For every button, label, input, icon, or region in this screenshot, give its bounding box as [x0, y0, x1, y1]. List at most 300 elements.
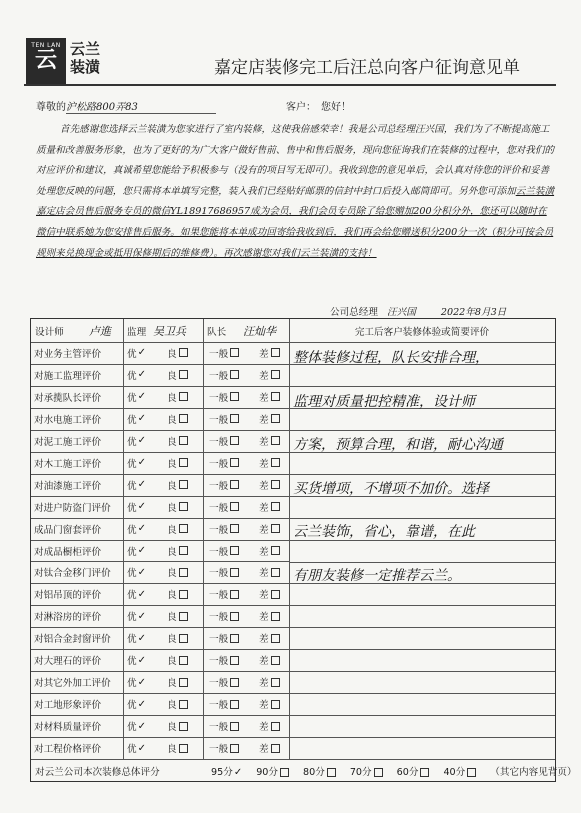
- checkbox[interactable]: [230, 568, 239, 577]
- checkbox[interactable]: [230, 392, 239, 401]
- checkbox[interactable]: [271, 700, 280, 709]
- overall-option[interactable]: [211, 764, 242, 778]
- grade-label: 优: [127, 480, 137, 492]
- grade-label: 差: [259, 546, 269, 558]
- grade-option-excellent[interactable]: [127, 715, 146, 737]
- checkbox[interactable]: [230, 700, 239, 709]
- grade-option-excellent[interactable]: [127, 364, 146, 386]
- grade-option-excellent[interactable]: [127, 474, 146, 496]
- check-mark: ✓: [233, 767, 243, 778]
- overall-option[interactable]: [303, 764, 336, 778]
- check-mark: ✓: [137, 676, 146, 688]
- grade-label: 差: [259, 722, 269, 734]
- grade-label: 差: [259, 634, 269, 646]
- table-row: [31, 342, 289, 365]
- comment-line: [289, 386, 555, 387]
- checkbox[interactable]: [179, 524, 188, 533]
- overall-option-label: 60分: [396, 767, 419, 778]
- grade-option-average[interactable]: [209, 408, 239, 430]
- overall-option[interactable]: [443, 764, 476, 778]
- grade-option-poor[interactable]: [259, 627, 280, 649]
- grade-label: 差: [259, 480, 269, 492]
- grade-label: 差: [259, 458, 269, 470]
- grade-label: 优: [127, 414, 137, 426]
- grade-option-poor[interactable]: [259, 649, 280, 671]
- title-divider: [24, 84, 556, 86]
- grade-label: 一般: [209, 436, 229, 448]
- checkbox[interactable]: [230, 436, 239, 445]
- check-mark: ✓: [137, 501, 146, 513]
- grade-option-excellent[interactable]: [127, 605, 146, 627]
- grade-option-average[interactable]: [209, 737, 239, 759]
- grade-label: 一般: [209, 546, 229, 558]
- checkbox[interactable]: [179, 436, 188, 445]
- logo-name: [70, 40, 100, 76]
- grade-label: 良: [167, 458, 177, 470]
- overall-option[interactable]: [256, 764, 289, 778]
- grade-label: 差: [259, 392, 269, 404]
- grade-option-excellent[interactable]: [127, 496, 146, 518]
- grade-option-average[interactable]: [209, 540, 239, 562]
- comment-line: [289, 518, 555, 519]
- comment-line-text: 有朋友装修一定推荐云兰。: [293, 567, 461, 584]
- intro-paragraph-3: 200分积分外，您还可以随时在微信中联系她为您安排售后服务。如果您能将本单成功回寄给我收到后，我们再会给您赠送积分200分一次（积分可按会员规则来兑换现金或抵用保修期后的维修费）。再次感谢您对我们云兰装潢的支持！: [36, 206, 554, 259]
- checkbox[interactable]: [230, 370, 239, 379]
- checkbox[interactable]: [230, 656, 239, 665]
- grade-label: 良: [167, 568, 177, 580]
- grade-option-excellent[interactable]: [127, 671, 146, 693]
- grade-option-poor[interactable]: [259, 408, 280, 430]
- grade-option-excellent[interactable]: [127, 737, 146, 759]
- comment-line-text: 云兰装饰，省心，靠谱，在此: [293, 524, 475, 540]
- grade-label: 差: [259, 590, 269, 602]
- grade-label: 一般: [209, 370, 229, 382]
- designer-label: 设计师: [35, 326, 64, 338]
- captain-name: 汪灿华: [243, 324, 276, 338]
- logo-mark-glyph: 云: [34, 48, 57, 73]
- comment-line: [289, 671, 555, 672]
- checkbox[interactable]: [230, 744, 239, 753]
- grade-label: 良: [167, 414, 177, 426]
- grade-option-average[interactable]: [209, 562, 239, 584]
- checkbox[interactable]: [271, 524, 280, 533]
- check-mark: ✓: [137, 391, 146, 403]
- grade-label: 良: [167, 502, 177, 514]
- checkbox[interactable]: [230, 348, 239, 357]
- salutation-label: 尊敬的: [36, 102, 66, 113]
- grade-option-average[interactable]: [209, 496, 239, 518]
- table-row: [31, 715, 289, 738]
- table-row: [31, 671, 289, 694]
- grade-option-average[interactable]: [209, 452, 239, 474]
- row-label: 对进户防盗门评价: [34, 502, 111, 514]
- table-row: [31, 452, 289, 475]
- checkbox[interactable]: [230, 634, 239, 643]
- checkbox[interactable]: [271, 458, 280, 467]
- table-row: [31, 364, 289, 387]
- grade-option-good[interactable]: [167, 715, 188, 737]
- table-row: [31, 649, 289, 672]
- logo-mark: [26, 38, 66, 84]
- grade-option-average[interactable]: [209, 649, 239, 671]
- grade-option-good[interactable]: [167, 693, 188, 715]
- table-row: [31, 583, 289, 606]
- checkbox[interactable]: [179, 656, 188, 665]
- grade-option-good[interactable]: [167, 364, 188, 386]
- checkbox[interactable]: [230, 524, 239, 533]
- checkbox[interactable]: [271, 656, 280, 665]
- grade-option-good[interactable]: [167, 452, 188, 474]
- col-divider: [123, 319, 124, 759]
- checkbox[interactable]: [179, 480, 188, 489]
- overall-note: （其它内容见背页）: [490, 767, 577, 778]
- grade-option-good[interactable]: [167, 386, 188, 408]
- checkbox[interactable]: [271, 546, 280, 555]
- overall-option[interactable]: [397, 764, 430, 778]
- grade-label: 一般: [209, 348, 229, 360]
- grade-option-good[interactable]: [167, 627, 188, 649]
- checkbox[interactable]: [179, 612, 188, 621]
- check-mark: ✓: [137, 610, 146, 622]
- row-label: 对水电施工评价: [34, 414, 102, 426]
- checkbox[interactable]: [179, 678, 188, 687]
- grade-option-excellent[interactable]: [127, 693, 146, 715]
- grade-option-average[interactable]: [209, 627, 239, 649]
- checkbox[interactable]: [230, 546, 239, 555]
- check-mark: ✓: [137, 479, 146, 491]
- check-mark: ✓: [137, 566, 146, 578]
- grade-option-good[interactable]: [167, 342, 188, 364]
- overall-label: 对云兰公司本次装修总体评分: [35, 767, 160, 778]
- grade-option-excellent[interactable]: [127, 583, 146, 605]
- grade-option-average[interactable]: [209, 364, 239, 386]
- captain-label: 队长: [207, 326, 227, 338]
- checkbox[interactable]: [271, 678, 280, 687]
- grade-option-good[interactable]: [167, 430, 188, 452]
- comment-line: [289, 474, 555, 475]
- evaluation-column-title: 完工后客户装修体验或简要评价: [354, 326, 490, 338]
- grade-option-average[interactable]: [209, 518, 239, 540]
- grade-label: 差: [259, 414, 269, 426]
- checkbox[interactable]: [179, 414, 188, 423]
- grade-label: 一般: [209, 700, 229, 712]
- grade-option-average[interactable]: [209, 342, 239, 364]
- checkbox[interactable]: [271, 414, 280, 423]
- grade-option-poor[interactable]: [259, 562, 280, 584]
- customer-label: 客户：: [286, 102, 311, 113]
- check-mark: ✓: [137, 347, 146, 359]
- grade-option-good[interactable]: [167, 474, 188, 496]
- checkbox[interactable]: [271, 722, 280, 731]
- check-mark: ✓: [137, 413, 146, 425]
- comment-line: [289, 430, 555, 431]
- grade-option-good[interactable]: [167, 605, 188, 627]
- grade-option-good[interactable]: [167, 583, 188, 605]
- grade-option-excellent[interactable]: [127, 386, 146, 408]
- check-mark: ✓: [137, 435, 146, 447]
- designer-name: 卢進: [89, 324, 111, 338]
- comment-line: [289, 649, 555, 650]
- customer-greeting: [286, 98, 351, 113]
- grade-label: 差: [259, 656, 269, 668]
- intro-paragraph-2: 云兰装潢嘉定店会员售后服务专员的微信YL18917686957成为会员，我们会员专员除了给您赠加: [36, 185, 555, 218]
- grade-option-poor[interactable]: [259, 452, 280, 474]
- checkbox[interactable]: [230, 678, 239, 687]
- grade-label: 一般: [209, 678, 229, 690]
- row-label: 对工地形象评价: [34, 700, 102, 712]
- checkbox[interactable]: [230, 590, 239, 599]
- row-label: 对大理石的评价: [34, 656, 102, 668]
- checkbox[interactable]: [179, 722, 188, 731]
- comment-line-text: 方案，预算合理，和谐，耐心沟通: [293, 437, 503, 453]
- col-divider: [289, 319, 290, 759]
- grade-label: 良: [167, 744, 177, 756]
- grade-option-good[interactable]: [167, 496, 188, 518]
- table-row: [31, 518, 289, 541]
- checkbox[interactable]: [420, 768, 429, 777]
- grade-label: 良: [167, 348, 177, 360]
- intro-paragraph-1: 首先感谢您选择云兰装潢为您家进行了室内装修，这使我倍感荣幸！我是公司总经理汪兴国，我们为了不断提高施工质量和改善服务形象，也为了更好的为广大客户做好售前、售中和售后服务，现向您征询我们在装修的过程中，您对我们的对应评价和建议，真诚希望您能给予积极参与（没有的项目写无即可）。我收到您的意见单后，会认真对待您的评价和妥善处理您反映的问题，您只需将本单填写完整，装入我们已经贴好邮票的信封中封口后投入邮筒即可。另外您可添加: [36, 124, 555, 197]
- grade-option-poor[interactable]: [259, 737, 280, 759]
- grade-label: 优: [127, 546, 137, 558]
- grade-label: 差: [259, 524, 269, 536]
- grade-label: 优: [127, 634, 137, 646]
- checkbox[interactable]: [230, 414, 239, 423]
- logo-name-line1: 云兰: [70, 40, 101, 58]
- checkbox[interactable]: [230, 612, 239, 621]
- check-mark: ✓: [137, 369, 146, 381]
- grade-option-poor[interactable]: [259, 386, 280, 408]
- grade-label: 良: [167, 656, 177, 668]
- grade-option-poor[interactable]: [259, 474, 280, 496]
- grade-label: 良: [167, 546, 177, 558]
- row-label: 对铝合金封窗评价: [34, 634, 111, 646]
- grade-label: 差: [259, 436, 269, 448]
- overall-option[interactable]: [350, 764, 383, 778]
- grade-label: 差: [259, 348, 269, 360]
- checkbox[interactable]: [271, 370, 280, 379]
- grade-option-average[interactable]: [209, 583, 239, 605]
- grade-label: 差: [259, 744, 269, 756]
- grade-label: 优: [127, 678, 137, 690]
- checkbox[interactable]: [230, 480, 239, 489]
- grade-option-poor[interactable]: [259, 518, 280, 540]
- checkbox[interactable]: [179, 392, 188, 401]
- comment-line-text: 买货增项，不增项不加价。选择: [293, 480, 489, 497]
- row-label: 对承揽队长评价: [34, 392, 102, 404]
- grade-label: 良: [167, 524, 177, 536]
- grade-label: 良: [167, 612, 177, 624]
- grade-label: 一般: [209, 414, 229, 426]
- table-row: [31, 627, 289, 650]
- checkbox[interactable]: [179, 568, 188, 577]
- grade-option-excellent[interactable]: [127, 342, 146, 364]
- checkbox[interactable]: [179, 348, 188, 357]
- grade-option-good[interactable]: [167, 540, 188, 562]
- grade-option-poor[interactable]: [259, 364, 280, 386]
- grade-label: 一般: [209, 480, 229, 492]
- grade-label: 一般: [209, 502, 229, 514]
- checkbox[interactable]: [271, 480, 280, 489]
- overall-score-row: [31, 759, 577, 782]
- check-mark: ✓: [137, 545, 146, 557]
- salutation: [36, 98, 351, 114]
- table-row: [31, 540, 289, 563]
- grade-label: 良: [167, 436, 177, 448]
- grade-option-poor[interactable]: [259, 605, 280, 627]
- checkbox[interactable]: [271, 436, 280, 445]
- grade-option-poor[interactable]: [259, 430, 280, 452]
- grade-option-good[interactable]: [167, 562, 188, 584]
- checkbox[interactable]: [179, 502, 188, 511]
- row-label: 对成品橱柜评价: [34, 546, 102, 558]
- grade-option-excellent[interactable]: [127, 430, 146, 452]
- grade-label: 优: [127, 744, 137, 756]
- grade-option-poor[interactable]: [259, 583, 280, 605]
- grade-label: 一般: [209, 722, 229, 734]
- check-mark: ✓: [137, 742, 146, 754]
- table-row: [31, 496, 289, 519]
- grade-option-poor[interactable]: [259, 715, 280, 737]
- checkbox[interactable]: [271, 502, 280, 511]
- grade-label: 优: [127, 370, 137, 382]
- check-mark: ✓: [137, 632, 146, 644]
- checkbox[interactable]: [179, 700, 188, 709]
- grade-label: 优: [127, 568, 137, 580]
- comment-line: [289, 715, 555, 716]
- grade-option-excellent[interactable]: [127, 408, 146, 430]
- grade-option-average[interactable]: [209, 605, 239, 627]
- grade-option-good[interactable]: [167, 518, 188, 540]
- grade-option-poor[interactable]: [259, 693, 280, 715]
- check-mark: ✓: [137, 457, 146, 469]
- table-header-row: [31, 319, 555, 343]
- checkbox[interactable]: [271, 744, 280, 753]
- checkbox[interactable]: [179, 744, 188, 753]
- grade-label: 差: [259, 568, 269, 580]
- grade-label: 差: [259, 502, 269, 514]
- grade-option-average[interactable]: [209, 715, 239, 737]
- grade-option-good[interactable]: [167, 737, 188, 759]
- grade-option-good[interactable]: [167, 649, 188, 671]
- check-mark: ✓: [137, 523, 146, 535]
- checkbox[interactable]: [179, 634, 188, 643]
- check-mark: ✓: [137, 720, 146, 732]
- grade-option-good[interactable]: [167, 671, 188, 693]
- grade-label: 良: [167, 634, 177, 646]
- row-label: 对材料质量评价: [34, 722, 102, 734]
- grade-label: 优: [127, 590, 137, 602]
- grade-label: 良: [167, 590, 177, 602]
- grade-option-excellent[interactable]: [127, 649, 146, 671]
- checkbox[interactable]: [179, 370, 188, 379]
- grade-label: 差: [259, 700, 269, 712]
- checkbox[interactable]: [271, 590, 280, 599]
- table-row: [31, 693, 289, 716]
- checkbox[interactable]: [271, 634, 280, 643]
- manager-signature: 汪兴国: [387, 307, 416, 318]
- grade-label: 一般: [209, 612, 229, 624]
- grade-label: 优: [127, 700, 137, 712]
- grade-label: 一般: [209, 458, 229, 470]
- checkbox[interactable]: [327, 768, 336, 777]
- grade-label: 一般: [209, 656, 229, 668]
- overall-option-label: 90分: [256, 767, 279, 778]
- grade-label: 一般: [209, 634, 229, 646]
- overall-option-label: 80分: [303, 767, 325, 778]
- checkbox[interactable]: [280, 768, 289, 777]
- grade-option-poor[interactable]: [259, 671, 280, 693]
- grade-option-average[interactable]: [209, 693, 239, 715]
- grade-label: 良: [167, 392, 177, 404]
- grade-option-excellent[interactable]: [127, 540, 146, 562]
- checkbox[interactable]: [374, 768, 383, 777]
- grade-label: 优: [127, 502, 137, 514]
- logo-mark-text: TEN LAN: [31, 42, 61, 49]
- grade-label: 一般: [209, 524, 229, 536]
- check-mark: ✓: [137, 654, 146, 666]
- checkbox[interactable]: [271, 612, 280, 621]
- row-label: 成品门窗套评价: [34, 524, 102, 536]
- checkbox[interactable]: [271, 392, 280, 401]
- grade-label: 一般: [209, 392, 229, 404]
- grade-label: 良: [167, 678, 177, 690]
- supervisor-label: 监理: [127, 326, 147, 338]
- grade-option-poor[interactable]: [259, 496, 280, 518]
- signature-line: [330, 304, 506, 318]
- grade-option-excellent[interactable]: [127, 452, 146, 474]
- overall-option-label: 95分: [211, 767, 233, 778]
- row-label: 对其它外加工评价: [34, 678, 111, 690]
- evaluation-table: [30, 318, 577, 782]
- checkbox[interactable]: [230, 458, 239, 467]
- comment-line: [289, 562, 555, 563]
- company-logo: [26, 38, 144, 88]
- checkbox[interactable]: [230, 502, 239, 511]
- table-row: [31, 562, 289, 585]
- grade-option-poor[interactable]: [259, 540, 280, 562]
- grade-option-excellent[interactable]: [127, 562, 146, 584]
- grade-label: 一般: [209, 744, 229, 756]
- grade-option-average[interactable]: [209, 430, 239, 452]
- grade-option-average[interactable]: [209, 386, 239, 408]
- checkbox[interactable]: [179, 458, 188, 467]
- checkbox[interactable]: [230, 722, 239, 731]
- checkbox[interactable]: [271, 348, 280, 357]
- comment-line-text: 整体装修过程，队长安排合理，: [293, 350, 489, 366]
- grade-option-poor[interactable]: [259, 342, 280, 364]
- grade-option-good[interactable]: [167, 408, 188, 430]
- grade-option-excellent[interactable]: [127, 627, 146, 649]
- row-label: 对泥工施工评价: [34, 436, 102, 448]
- grade-label: 优: [127, 612, 137, 624]
- comment-line: [289, 693, 555, 694]
- grade-option-average[interactable]: [209, 474, 239, 496]
- table-row: [31, 605, 289, 628]
- checkbox[interactable]: [179, 590, 188, 599]
- table-row: [31, 430, 289, 453]
- grade-label: 良: [167, 722, 177, 734]
- row-label: 对施工监理评价: [34, 370, 102, 382]
- row-label: 对铝吊顶的评价: [34, 590, 102, 602]
- grade-option-excellent[interactable]: [127, 518, 146, 540]
- checkbox[interactable]: [179, 546, 188, 555]
- intro-letter: [36, 120, 556, 264]
- checkbox[interactable]: [467, 768, 476, 777]
- grade-option-average[interactable]: [209, 671, 239, 693]
- checkbox[interactable]: [271, 568, 280, 577]
- page-title: 嘉定店装修完工后汪总向客户征询意见单: [214, 58, 520, 78]
